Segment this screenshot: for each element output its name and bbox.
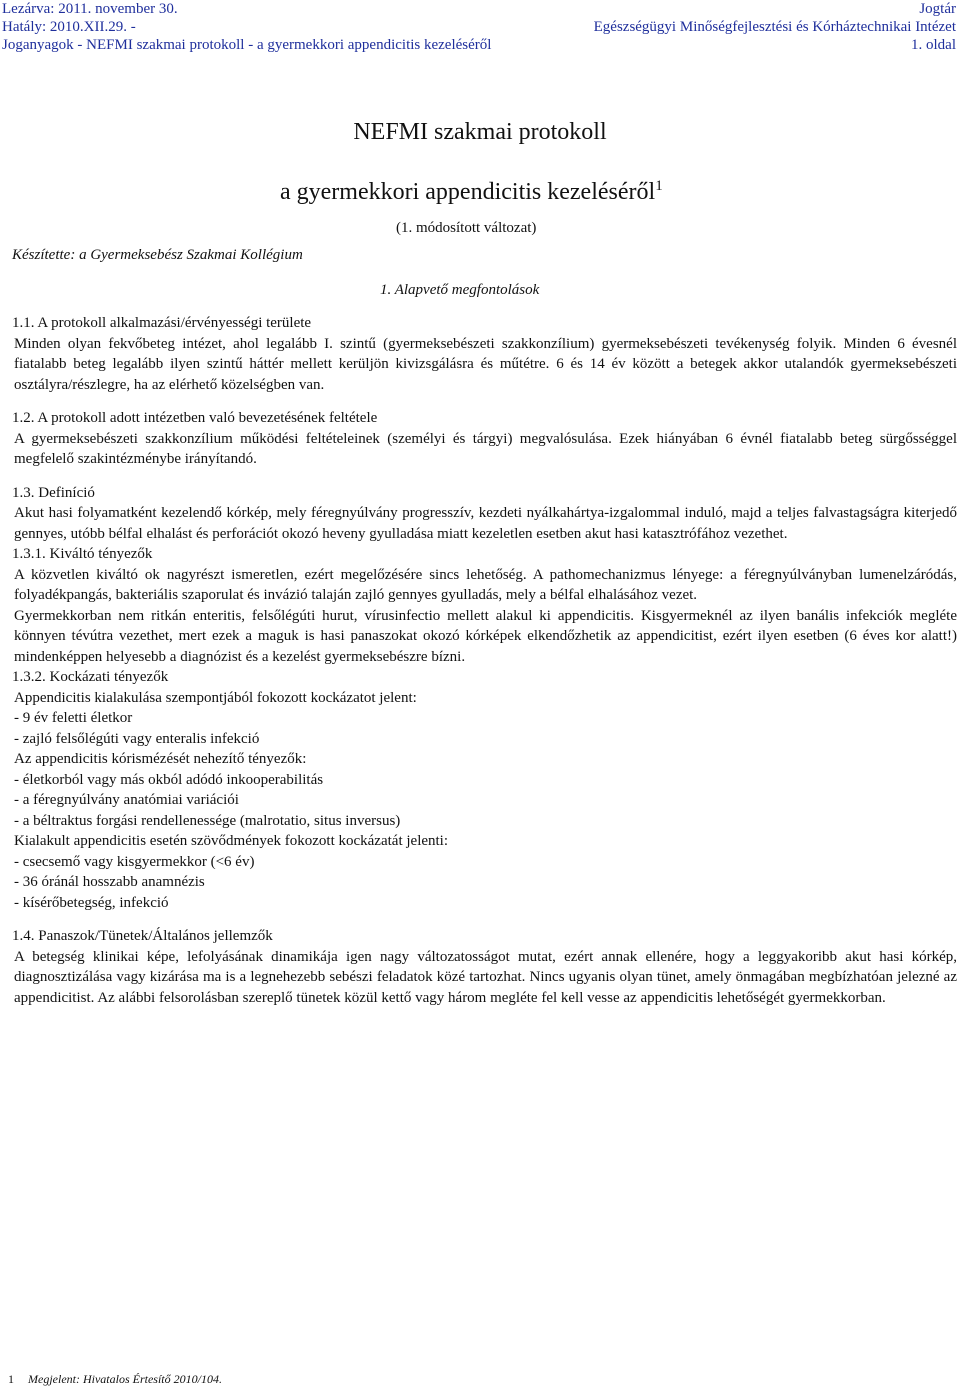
list-line: Az appendicitis kórismézését nehezítő tényezők: xyxy=(14,751,307,767)
list-line: Appendicitis kialakulása szempontjából fokozott kockázatot jelent: xyxy=(14,689,417,706)
heading-1-3: 1.3. Definíció xyxy=(12,484,95,501)
footnote-number: 1 xyxy=(8,1372,14,1386)
list-line: Kialakult appendicitis esetén szövődmények fokozott kockázatát jelenti: xyxy=(14,833,449,849)
list-line: - csecsemő vagy kisgyermekkor (<6 év) xyxy=(14,853,255,870)
header-closed-date: Lezárva: 2011. november 30. xyxy=(2,1,178,17)
subtitle-text: a gyermekkori appendicitis kezeléséről xyxy=(280,179,656,205)
page-header-left xyxy=(2,0,491,54)
paragraph-1-3-1-b: Gyermekkorban nem ritkán enteritis, felsőlégúti hurut, vírusinfectio mellett alakul ki appendicitis. Kisgyermeknél az ilyen banális infekciók megléte könnyen tévútra vezethet, mert ezek a maguk is hasi panaszokat okozó kórképek elkendőzhetik az appendicitist, ezért ilyen esetben (6 éves kor alatt!) mindenképpen helyesebb a diagnózist és a kezelést gyermeksebészre bízni. xyxy=(14,607,957,665)
header-effective-date: Hatály: 2010.XII.29. - xyxy=(2,19,136,35)
list-line: - kísérőbetegség, infekció xyxy=(14,894,169,911)
document-body xyxy=(3,313,957,1008)
footnote-reference[interactable]: 1 xyxy=(655,178,663,194)
footnote xyxy=(8,1372,222,1387)
list-line: - életkorból vagy más okból adódó inkooperabilitás xyxy=(14,771,324,788)
list-line: - 9 év feletti életkor xyxy=(14,710,133,726)
heading-1-2: 1.2. A protokoll adott intézetben való bevezetésének feltétele xyxy=(12,410,378,426)
list-line: - zajló felsőlégúti vagy enteralis infekció xyxy=(14,730,260,747)
list-line: - a béltraktus forgási rendellenessége (malrotatio, situs inversus) xyxy=(14,812,401,829)
paragraph-1-2: A gyermeksebészeti szakkonzílium működési feltételeinek (személyi és tárgyi) megvalósulása. Ezek hiányában 6 évnél fiatalabb beteg sürgősséggel megfelelő szakintézménybe irányítandó. xyxy=(14,430,957,467)
heading-1-1: 1.1. A protokoll alkalmazási/érvényességi területe xyxy=(12,315,312,331)
heading-1-3-1: 1.3.1. Kiváltó tényezők xyxy=(12,546,153,562)
document-title: NEFMI szakmai protokoll xyxy=(353,119,607,145)
paragraph-1-3: Akut hasi folyamatként kezelendő kórkép, mely féregnyúlvány progresszív, kezdeti nyálkahártya-izgalommal induló, majd a teljes falvastagságra kiterjedő gennyes, utóbb bélfal elhalást és perforációt okozó heveny gyulladása miatt kezeletlen esetben akut hasi katasztrófához vezethet. xyxy=(14,505,957,542)
paragraph-1-4: A betegség klinikai képe, lefolyásának dinamikája igen nagy változatosságot mutat, ezért annak ellenére, hogy a leggyakoribb akut hasi kórkép, diagnosztizálása vagy kizárása ma is a legnehezebb sebészi feladatok közé tartozhat. Nincs ugyanis olyan tünet, amely önmagában megbízhatóan jelezné az appendicitist. Az alábbi felsorolásban szereplő tünetek közül kettő vagy három megléte fel kell vesse az appendicitis lehetőségét gyermekkorban. xyxy=(14,948,957,1006)
paragraph-1-1: Minden olyan fekvőbeteg intézet, ahol legalább I. szintű (gyermeksebészeti szakkonzílium) gyermeksebészeti tevékenység folyik. Minden 6 évesnél fiatalabb beteg legalább ilyen szintű háttér mellett kerüljön kivizsgálásra és műtétre. 6 és 14 év között a betegek akkor utalandók gyermeksebészeti osztályra/részlegre, ha az elérhető közelségben van. xyxy=(14,335,957,393)
header-document-path: Joganyagok - NEFMI szakmai protokoll - a gyermekkori appendicitis kezeléséről xyxy=(2,37,492,53)
version-note: (1. módosított változat) xyxy=(396,220,537,236)
list-line: - a féregnyúlvány anatómiai variációi xyxy=(14,792,239,808)
page-header-right xyxy=(594,0,956,54)
header-source: Jogtár xyxy=(919,1,956,17)
paragraph-1-3-1-a: A közvetlen kiváltó ok nagyrészt ismeretlen, ezért megelőzésére sincs lehetőség. A pathomechanizmus lényege: a féregnyúlványban lumenelzáródás, folyadékpangás, bakteriális szaporulat és invázió talaján zajló gennyes gyulladás, mely a bélfal elhalásához vezet. xyxy=(14,566,957,603)
header-institute: Egészségügyi Minőségfejlesztési és Kórháztechnikai Intézet xyxy=(593,19,956,35)
document-subtitle xyxy=(280,172,663,206)
list-line: - 36 óránál hosszabb anamnézis xyxy=(14,874,205,890)
heading-1-3-2: 1.3.2. Kockázati tényezők xyxy=(12,669,169,685)
footnote-text: Megjelent: Hivatalos Értesítő 2010/104. xyxy=(28,1372,222,1386)
section-1-title: 1. Alapvető megfontolások xyxy=(380,282,540,298)
author-line: Készítette: a Gyermeksebész Szakmai Kollégium xyxy=(12,247,303,263)
heading-1-4: 1.4. Panaszok/Tünetek/Általános jellemzők xyxy=(12,928,273,944)
header-page-number: 1. oldal xyxy=(911,37,956,53)
